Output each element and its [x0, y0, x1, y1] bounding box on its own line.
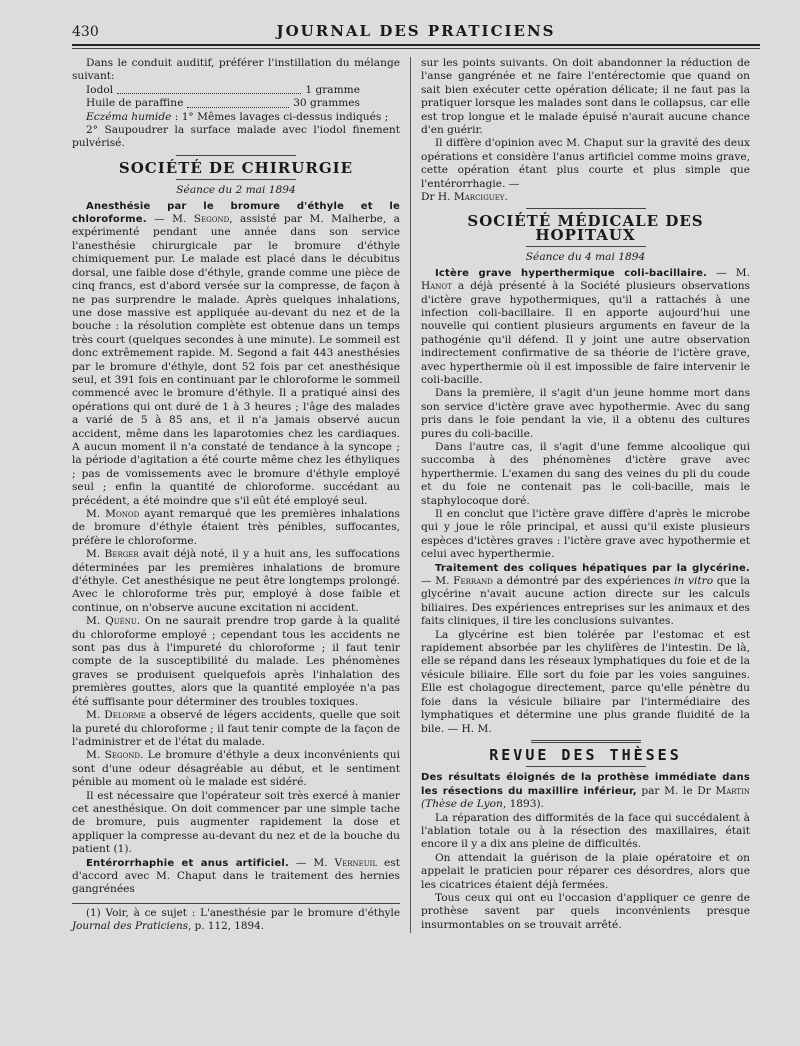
paragraph: Dans l'autre cas, il s'agit d'une femme alcoolique qui succomba à des phénomènes d'ictère grave avec hyperthermie. L'examen du sang des veines du pli du coude et du foie ne contenait pas le coli-bacille, mais le staphylocoque doré. — [421, 440, 750, 507]
section-rule — [526, 246, 646, 247]
recipe-item: Iodol — [86, 83, 114, 96]
section-title-hopitaux: SOCIÉTÉ MÉDICALE DES HOPITAUX — [467, 212, 704, 244]
paragraph: M. Delorme a observé de légers accidents, quelle que soit la pureté du chloroforme ; il faut tenir compte de la façon de l'administrer et de l'état du malade. — [72, 709, 400, 748]
subheading: Entérorrhaphie et anus artificiel. — [86, 857, 289, 869]
person-name: Martin — [715, 784, 750, 797]
paragraph-text: a observé de légers accidents, quelle que soit la pureté du chloroforme ; il faut tenir compte de la façon de l'administrer et de l'état du malade. — [72, 709, 400, 748]
eczema-label: Eczéma humide — [86, 110, 172, 123]
paragraph: Traitement des coliques hépatiques par la glycérine. — M. Ferrand a démontré par des expériences in vitro que la glycérine n'avait aucune action directe sur les calculs biliaires. Des expériences entreprises sur les animaux et des faits cliniques, il tire les conclusions suivantes. — [421, 562, 750, 628]
left-column — [72, 57, 411, 933]
subheading: Anesthésie par le bromure d'éthyle et le chloroforme. — [72, 200, 400, 226]
recipe-qty: 1 gramme — [305, 83, 360, 96]
footnote-rule — [72, 903, 400, 904]
paragraph: M. Segond. Le bromure d'éthyle a deux inconvénients qui sont d'une odeur désagréable au début, et le sentiment pénible au moment où le malade est sidéré. — [72, 749, 400, 789]
paragraph-text: , assisté par M. Malherbe, a expérimenté pendant une année dans son service l'anesthésie chirurgicale par le bromure d'éthyle chimiquement pur. Le malade est placé dans le décubitus dorsal, une faible dose d'éthyle, grande comme une pièce de cinq francs, est d'abord versée sur la compresse, de façon à ne pas surprendre le malade. Après quelques inhalations, une dose massive est appliquée au-devant du nez et de la bouche : la résolution complète est obtenue dans un temps très court (quelques secondes à une minute). Le sommeil est donc extrêmement rapide. M. Segond a fait 443 anesthésies par le bromure d'éthyle, dont 52 fois par cet anesthésique seul, et 391 fois en continuant par le chloroforme le sommeil commencé avec le bromure d'éthyle. Il a pratiqué ainsi des opérations qui ont duré de 1 à 3 heures ; l'âge des malades a varié de 5 à 85 ans, et il n'a jamais observé aucun accident, même dans les laparotomies chez les cardiaques. A aucun moment il n'a constaté de tendance à la syncope ; la période d'agitation a été courte même chez les éthyliques ; pas de vomissements avec le bromure d'éthyle employé seul ; enfin la quantité de chloroforme. succédant au précédent, a été moindre que s'il eût été employé seul. — [72, 213, 400, 507]
person-name: Monod — [105, 508, 140, 520]
paragraph-text: avait déjà noté, il y a huit ans, les suffocations déterminées par les premières inhalations de bromure d'éthyle. Cet anesthésique ne peut être longtemps prolongé. Avec le chloroforme très pur, employé à dose faible et continue, on n'observe aucune excitation ni accident. — [72, 548, 400, 614]
section-title-chirurgie: SOCIÉTÉ DE CHIRURGIE — [118, 158, 354, 177]
signature-end: . — [504, 191, 508, 204]
paragraph-text: , 1893). — [502, 798, 545, 811]
head-rule — [72, 48, 760, 49]
footnote — [72, 907, 400, 933]
recipe-line — [72, 84, 400, 97]
paragraph: Il en conclut que l'ictère grave diffère d'après le microbe qui y joue le rôle principal, et aussi qu'il existe plusieurs espèces d'ictères graves : l'ictère grave avec hypothermie et celui avec hyperthermie. — [421, 508, 750, 561]
person-name: Ferrand — [453, 575, 493, 588]
footnote-text: , p. 112, 1894. — [188, 919, 265, 932]
paragraph-text: est d'accord avec M. Chaput dans le traitement des hernies gangrénées — [72, 856, 400, 896]
paragraph: La glycérine est bien tolérée par l'estomac et est rapidement absorbée par les chylifères de l'intestin. De là, elle se répand dans les réseaux lymphatiques du foie et de la vésicule biliaire. Elle sort du foie par les voies sanguines. Elle est cholagogue directement, parce qu'elle pénètre du foie dans la vésicule biliaire par l'intermédiaire des lymphatiques et détermine une plus grande fluidité de la bile. — H. M. — [421, 628, 750, 735]
person-name: Segond — [104, 749, 141, 762]
subheading: Ictère grave hyperthermique coli-bacillaire. — [435, 267, 708, 279]
paragraph: Entérorrhaphie et anus artificiel. — M. Verneuil est d'accord avec M. Chaput dans le traitement des hernies gangrénées — [72, 856, 400, 896]
intro-line: Dans le conduit auditif, préférer l'instillation du mélange suivant: — [72, 57, 400, 83]
eczema-line — [72, 111, 400, 124]
paragraph — [421, 771, 750, 811]
person-name: Hanot — [421, 280, 452, 293]
section-rule — [526, 766, 646, 767]
subheading: Des résultats éloignés de la prothèse immédiate dans les résections du maxillire inférieur, — [421, 772, 750, 797]
footnote-journal: Journal des Praticiens — [72, 919, 188, 932]
paragraph: La réparation des difformités de la face qui succédalent à l'ablation totale ou à la résection des maxillaires, était encore il y a dix ans pleine de difficultés. — [421, 811, 750, 851]
paragraph-text: par M. le Dr — [636, 784, 716, 797]
paragraph-text: a démontré par des expériences — [492, 575, 675, 588]
paragraph: Tous ceux qui ont eu l'occasion d'appliquer ce genre de prothèse savent par quels inconvénients presque insurmontables on se trouvait arrêté. — [421, 891, 750, 931]
subheading: Traitement des coliques hépatiques par la glycérine. — [435, 562, 750, 574]
columns — [72, 57, 760, 933]
running-head — [72, 22, 760, 46]
paragraph: Il est nécessaire que l'opérateur soit très exercé à manier cet anesthésique. On doit commencer par une simple tache de bromure, puis augmenter rapidement la dose et appliquer la compresse au-devant du nez et de la bouche du patient (1). — [72, 789, 400, 856]
person-name: Delorme — [104, 709, 146, 722]
paragraph: Dans la première, il s'agit d'un jeune homme mort dans son service d'ictère grave avec hypothermie. Avec du sang pris dans le foie pendant la vie, il a obtenu des cultures pures du coli-bacille. — [421, 387, 750, 440]
section-rule — [526, 208, 646, 209]
person-name: Segond — [193, 213, 230, 226]
paragraph: Anesthésie par le bromure d'éthyle et le chloroforme. — M. Segond, assisté par M. Malherbe, a expérimenté pendant une année dans son service l'anesthésie chirurgicale par le bromure d'éthyle chimiquement pur. Le malade est placé dans le décubitus dorsal, une faible dose d'éthyle, grande comme une pièce de cinq francs, est d'abord versée sur la compresse, de façon à ne pas surprendre le malade. Après quelques inhalations, une dose massive est appliquée au-devant du nez et de la bouche : la résolution complète est obtenue dans un temps très court (quelques secondes à une minute). Le sommeil est donc extrêmement rapide. M. Segond a fait 443 anesthésies par le bromure d'éthyle, dont 52 fois par cet anesthésique seul, et 391 fois en continuant par le chloroforme le sommeil commencé avec le bromure d'éthyle. Il a pratiqué ainsi des opérations qui ont duré de 1 à 3 heures ; l'âge des malades a varié de 5 à 85 ans, et il n'a jamais observé aucun accident, même dans les laparotomies chez les cardiaques. A aucun moment il n'a constaté de tendance à la syncope ; la période d'agitation a été courte même chez les éthyliques ; pas de vomissements avec le bromure d'éthyle employé seul ; enfin la quantité de chloroforme. succédant au précédent, a été moindre que s'il eût été employé seul. — [72, 200, 400, 507]
seance-date: Séance du 4 mai 1894 — [525, 251, 646, 264]
paragraph: M. Monod ayant remarqué que les premières inhalations de bromure d'éthyle étaient très pénibles, suffocantes, préfère le chloroforme. — [72, 508, 400, 547]
paragraph: M. Quénu. On ne saurait prendre trop garde à la qualité du chloroforme employé ; cependant tous les accidents ne sont pas dus à l'impureté du chloroforme ; il faut tenir compte de la susceptibilité du malade. Les phénomènes graves se produisent quelquefois après l'inhalation des premières gouttes, alors que la quantité employée n'a pas été suffisante pour déterminer des troubles toxiques. — [72, 615, 400, 708]
paragraph: On attendait la guérison de la plaie opératoire et on appelait le praticien pour réparer ces désordres, alors que les cicatrices étaient déjà fermées. — [421, 851, 750, 891]
section-rule — [176, 155, 296, 156]
paragraph-text: a déjà présenté à la Société plusieurs observations d'ictère grave hypothermiques, qu'il a rattachés à une infection coli-bacillaire. Il en apporte aujourd'hui une nouvelle qui contient plusieurs arguments en faveur de la pathogénie qu'il défend. Il y joint une autre observation indirectement confirmative de sa théorie de l'ictère grave, avec hyperthermie où il est impossible de faire intervenir le coli-bacille. — [421, 280, 750, 386]
recipe-item: Huile de paraffine — [86, 97, 184, 110]
signature-prefix: Dr H. — [421, 191, 454, 204]
person-name: Verneuil — [334, 856, 378, 869]
right-column — [411, 57, 750, 933]
paragraph-text: . On ne saurait prendre trop garde à la qualité du chloroforme employé ; cependant tous les accidents ne sont pas dus à l'impureté du chloroforme ; il faut tenir compte de la susceptibilité du malade. Les phénomènes graves se produisent quelquefois après l'inhalation des premières gouttes, alors que la quantité employée n'a pas été suffisante pour déterminer des troubles toxiques. — [72, 615, 400, 708]
person-name: Berger — [104, 548, 139, 561]
footnote-text: (1) Voir, à ce sujet : L'anesthésie par le bromure d'éthyle — [86, 906, 400, 919]
italic-text: in vitro — [674, 575, 714, 588]
seance-date: Séance du 2 mai 1894 — [176, 184, 296, 197]
section-rule — [531, 740, 641, 743]
paragraph-text: . Le bromure d'éthyle a deux inconvénients qui sont d'une odeur désagréable au début, et le sentiment pénible au moment où le malade est sidéré. — [72, 749, 400, 789]
section-rule — [176, 179, 296, 180]
paragraph: sur les points suivants. On doit abandonner la réduction de l'anse gangrénée et ne faire l'entérectomie que quand on sait bien exécuter cette opération délicate; il ne faut pas la pratiquer lorsque les malades sont dans le collapsus, car elle est trop longue et le malade épuisé n'aurait aucune chance d'en guérir. — [421, 57, 750, 137]
eczema-text: : 1° Mêmes lavages ci-dessus indiqués ; — [171, 110, 389, 123]
recipe-qty: 30 grammes — [293, 97, 360, 110]
paragraph: Il diffère d'opinion avec M. Chaput sur la gravité des deux opérations et considère l'anus artificiel comme moins grave, cette opération étant plus courte et plus simple que l'entérorrhagie. — — [421, 137, 750, 190]
signature — [421, 191, 750, 204]
paragraph-text: que la glycérine n'avait aucune action directe sur les calculs biliaires. Des expériences entreprises sur les animaux et des faits cliniques, il tire les conclusions suivantes. — [421, 575, 750, 628]
paragraph: M. Berger avait déjà noté, il y a huit ans, les suffocations déterminées par les premières inhalations de bromure d'éthyle. Cet anesthésique ne peut être longtemps prolongé. Avec le chloroforme très pur, employé à dose faible et continue, on n'observe aucune excitation ni accident. — [72, 548, 400, 614]
journal-title: JOURNAL DES PRATICIENS — [276, 22, 556, 40]
eczema-line-2: 2° Saupoudrer la surface malade avec l'iodol finement pulvérisé. — [72, 124, 400, 150]
recipe-line — [72, 97, 400, 110]
dot-leader — [187, 97, 289, 107]
section-title-theses: REVUE DES THÈSES — [489, 745, 682, 764]
paragraph-text: ayant remarqué que les premières inhalations de bromure d'éthyle étaient très pénibles, suffocantes, préfère le chloroforme. — [72, 508, 400, 547]
paragraph: Ictère grave hyperthermique coli-bacillaire. — M. Hanot a déjà présenté à la Société plusieurs observations d'ictère grave hypothermiques, qu'il a rattachés à une infection coli-bacillaire. Il en apporte aujourd'hui une nouvelle qui contient plusieurs arguments en faveur de la pathogénie qu'il défend. Il y joint une autre observation indirectement confirmative de sa théorie de l'ictère grave, avec hyperthermie où il est impossible de faire intervenir le coli-bacille. — [421, 266, 751, 386]
person-name: Quénu — [105, 615, 137, 628]
signature-name: Marciguey — [453, 191, 505, 204]
italic-text: (Thèse de Lyon — [421, 798, 503, 811]
page-number: 430 — [72, 24, 99, 40]
dot-leader — [117, 84, 301, 94]
